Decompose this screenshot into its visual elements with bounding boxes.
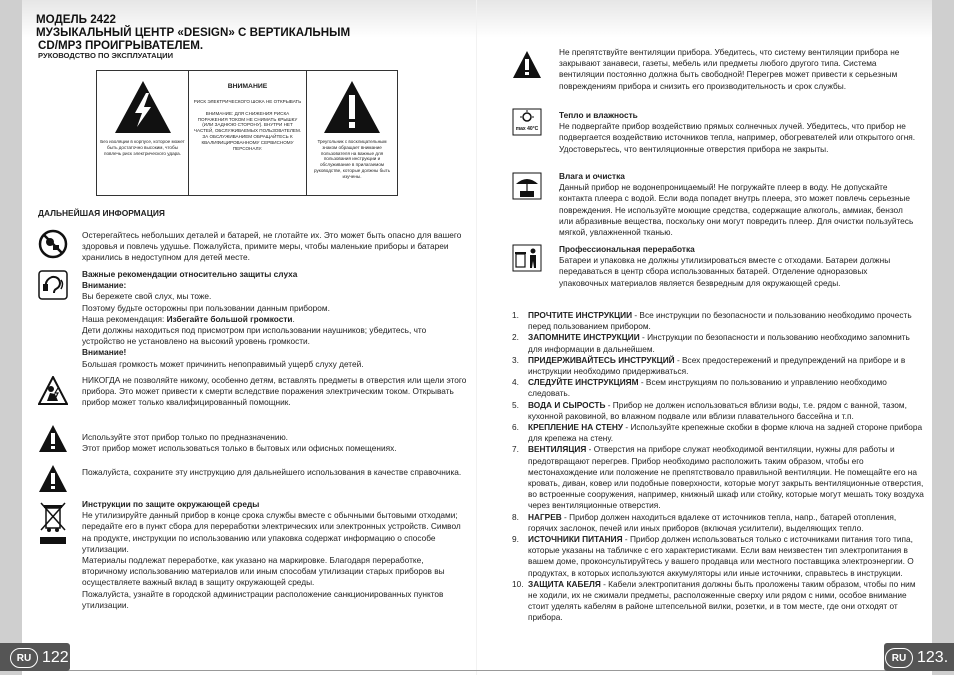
purpose-p1: Используйте этот прибор только по предназначению. [82,432,288,442]
list-item-text: - Всех предостережений и предупреждений на приборе и в инструкции необходимо придерживаться. [528,354,906,377]
list-item-title: ВОДА И СЫРОСТЬ [528,399,606,410]
list-item [512,355,924,377]
env-title: Инструкции по защите окружающей среды [82,499,260,509]
left-page-num: 122. [42,649,74,666]
list-item [512,444,924,511]
list-item [512,512,924,534]
list-item-text: - Все инструкции по безопасности и пользованию необходимо прочесть перед пользованием прибором. [528,310,912,332]
small-parts-text: Остерегайтесь небольших деталей и батарей, не глотайте их. Это может быть опасно для вашего здоровья и повлечь удушье. Пожалуйста, примите меры, чтобы маленькие приборы и батареи хранились в недоступном для детей месте. [82,230,462,263]
recycling-icon [512,244,542,272]
title-line-3: CD/MP3 ПРОИГРЫВАТЕЛЕМ. [38,39,204,52]
purpose-block [82,432,467,454]
list-item-text: - Кабели электропитания должны быть проложены таким образом, чтобы по ним не ходили, их не сжимали предметы, расположенные сверху или рядом с ними, особое внимание стоит уделять кабелям в районе штепсельной вилки, розетки, и в том месте, где они отходят от прибора. [528,578,916,623]
list-item-text: - Прибор не должен использоваться вблизи воды, т.е. рядом с ванной, тазом, кухонной раковиной, во влажном подвале или вблизи плавательного бассейна и т.п. [528,399,907,421]
hearing-warning-1: Внимание: [82,280,127,291]
lightning-triangle-icon [113,79,173,135]
keep-manual-text: Пожалуйста, сохраните эту инструкцию для дальнейшего использования в качестве справочника. [82,467,462,477]
list-item [512,534,924,579]
list-number: 1. [512,310,519,320]
no-small-parts-icon [38,229,68,259]
left-page-number [10,645,73,671]
title-line-1: МОДЕЛЬ 2422 [36,13,116,26]
list-item-title: СЛЕДУЙТЕ ИНСТРУКЦИЯМ [528,377,639,388]
right-gray-margin [932,0,954,675]
hearing-protection-icon [38,270,68,300]
list-item-title: ПРИДЕРЖИВАЙТЕСЬ ИНСТРУКЦИЙ [528,354,675,365]
page-spine [476,0,477,675]
list-item-text: - Прибор должен использоваться только с источниками питания того типа, которые указаны на табличке с его характеристиками. Если вам неизвестен тип электропитания в вашем доме, проконсультируйтесь у вашего продавца или местного поставщика электроэнергии. О продуктах, в которых используются аккумуляторы или иные источники, справьтесь в инструкции. [528,534,914,578]
list-item [512,377,924,399]
manual-subtitle: РУКОВОДСТВО ПО ЭКСПЛУАТАЦИИ [38,51,174,60]
warning-box [96,70,398,196]
hearing-p4: Дети должны находиться под присмотром при использовании наушников; убедитесь, что устройство не установлено на высокий уровень громкости. [82,325,427,347]
list-number: 3. [512,354,519,365]
heat-icon-label: max 40°C [515,126,539,132]
environment-block [82,499,467,611]
moisture-block [559,171,919,238]
list-number: 9. [512,534,519,545]
warning-col-center [189,71,307,195]
hearing-block [82,269,462,370]
list-number: 6. [512,422,519,433]
max-temperature-icon [512,108,542,136]
env-p3: Пожалуйста, узнайте в городской администрации расположение санкционированных пунктов утилизации. [82,588,444,610]
exclamation-triangle-icon [322,79,382,135]
list-item [512,310,924,332]
right-page-number [885,645,948,671]
ventilation-text: Не препятствуйте вентиляции прибора. Убедитесь, что систему вентиляции прибора не закрывают занавеси, газеты, мебель или предметы любого другого типа. Система вентиляции постоянно должна быть свободной! Перегрев может привести к серьезным повреждениям прибора и снизить его производительность и срок службы. [559,47,900,91]
env-p2: Материалы подлежат переработке, как указано на маркировке. Благодаря переработке, вторичному использованию материалов или иным способам утилизации старых приборов вы осуществляете важный вклад в защиту окружающей среды. [82,555,445,588]
warning-center-line1: РИСК ЭЛЕКТРИЧЕСКОГО ШОКА НЕ ОТКРЫВАТЬ [193,99,302,104]
list-item [512,579,924,624]
list-item-text: - Инструкции по безопасности и пользованию необходимо запомнить для информации в дальнейшем. [528,332,910,354]
title-line-2: МУЗЫКАЛЬНЫЙ ЦЕНТР «DESIGN» С ВЕРТИКАЛЬНЫМ [36,26,351,39]
list-item [512,332,924,354]
recycle-title: Профессиональная переработка [559,244,695,254]
list-item-text: - Прибор должен находиться вдалеке от источников тепла, напр., батарей отопления, горячих заслонок, печей или иных приборов (включая усилители), выделяющих тепло. [528,511,897,533]
hearing-p5: Большая громкость может причинить непоправимый ущерб слуху детей. [82,358,364,369]
hearing-warning-2: Внимание! [82,347,127,358]
hearing-p1: Вы бережете свой слух, мы тоже. [82,291,212,302]
right-page-num: 123. [917,649,949,666]
list-item-title: НАГРЕВ [528,511,562,522]
list-item-title: ИСТОЧНИКИ ПИТАНИЯ [528,534,623,545]
warning-right-text: Треугольник с восклицательным знаком обращает внимание пользователя на важные для пользования инструкции и обслуживание в прилагаемом руководстве, которые должны быть изучены. [313,139,391,179]
purpose-p2: Этот прибор может использоваться только в бытовых или офисных помещениях. [82,443,397,454]
warning-triangle-icon-2 [38,464,68,494]
heat-block [559,110,919,155]
bottom-rule [22,670,932,671]
warning-center-text [192,99,303,151]
warning-center-line2: ВНИМАНИЕ: ДЛЯ СНИЖЕНИЯ РИСКА ПОРАЖЕНИЯ ТОКОМ НЕ СНИМАТЬ КРЫШКУ (ИЛИ ЗАДНЮЮ СТОРОНУ). ВНУТРИ НЕТ ЧАСТЕЙ, ОБСЛУЖИВАЕМЫХ ПОЛЬЗОВАТЕЛЕМ. ЗА ОБСЛУЖИВАНИЕМ ОБРАЩАЙТЕСЬ К КВАЛИФИЦИРОВАННОМУ СЕРВИСНОМУ ПЕРСОНАЛУ. [193,110,302,151]
list-item [512,400,924,422]
env-p1: Не утилизируйте данный прибор в конце срока службы вместе с обычными бытовыми отходами; передайте его в пункт сбора для переработки электрических или электронных устройств. Символ на продукте, инструкции по использованию или упаковка содержат информацию о способе утилизации. [82,510,461,554]
wet-title: Влага и очистка [559,171,625,181]
numbered-safety-list [512,310,924,624]
heat-title: Тепло и влажность [559,110,638,120]
hearing-title: Важные рекомендации относительно защиты слуха [82,269,298,279]
children-warning-text: НИКОГДА не позволяйте никому, особенно детям, вставлять предметы в отверстия или щели этого прибора. Это может привести к смерти вследствие поражения электрическим током. Открывать прибор может только квалифицированный помощник. [82,375,467,408]
wet-text: Данный прибор не водонепроницаемый! Не погружайте плеер в воду. Не допускайте контакта плеера с водой. Если вода попадет внутрь плеера, это может повлечь серьезные повреждения. Не используйте моющие средства, содержащие алкоголь, аммиак, бензол или абразивные вещества, поскольку они могут повредить плеер. Для очистки пользуйтесь мягкой, увлажненной тканью. [559,182,914,238]
left-gray-margin [0,0,22,675]
language-badge: RU [10,648,38,668]
document-title [36,13,350,52]
section-title-further-info: ДАЛЬНЕЙШАЯ ИНФОРМАЦИЯ [38,208,165,218]
list-item-title: ЗАЩИТА КАБЕЛЯ [528,578,601,589]
warning-triangle-icon [38,424,68,454]
right-page [478,0,932,670]
warning-col-exclaim [307,71,397,195]
hearing-p3c: . [292,313,295,324]
list-number: 10. [512,578,524,589]
warning-left-text: Без изоляции в корпусе, которое может быть достаточно высоким, чтобы повлечь риск электрического удара. [100,139,185,156]
list-item-text: - Всем инструкциям по пользованию и управлению необходимо следовать. [528,377,887,399]
hearing-p3a: Наша рекомендация: [82,313,167,324]
warning-col-shock [97,71,189,195]
moisture-icon [512,172,542,200]
electric-shock-child-icon [38,376,68,406]
list-item [512,422,924,444]
left-page [22,0,476,670]
list-number: 5. [512,399,519,410]
recycle-text: Батареи и упаковка не должны утилизироваться вместе с отходами. Батареи должны передаваться в центр сбора использованных батарей. Отделение одноразовых упаковочных материалов является безвредным для окружающей среды. [559,255,891,288]
crossed-bin-icon [38,500,68,546]
list-item-title: ВЕНТИЛЯЦИЯ [528,444,587,455]
list-item-title: КРЕПЛЕНИЕ НА СТЕНУ [528,422,624,433]
list-item-text: - Отверстия на приборе служат необходимой вентиляции, нужны для работы и предотвращают перегрев. Прибор необходимо расположить таким образом, чтобы его местонахождение или положение не препятствовало правильной вентиляции. Не помещайте его на кровать, диван, ковер или подобные поверхности, которые могут закрыть вентиляционные отверстия, во встроенные сооружения, например, книжный шкаф или стойку, которые могут мешать току воздуха через вентиляционные отверстия. [528,444,924,511]
language-badge-right: RU [885,648,913,668]
warning-heading: ВНИМАНИЕ [227,83,268,90]
list-number: 4. [512,377,519,388]
hearing-p2: Поэтому будьте осторожны при пользовании данным прибором. [82,302,330,313]
list-number: 8. [512,511,519,522]
list-item-title: ЗАПОМНИТЕ ИНСТРУКЦИИ [528,332,640,343]
list-item-text: - Используйте крепежные скобки в форме ключа на задней стороне прибора для крепежа на стену. [528,422,923,444]
heat-text: Не подвергайте прибор воздействию прямых солнечных лучей. Убедитесь, что прибор не подвергается воздействию источников тепла, например, обогревателей или открытого огня. Удостоверьтесь, что вентиляционные отверстия прибора не закрыты. [559,121,916,154]
list-item-title: ПРОЧТИТЕ ИНСТРУКЦИИ [528,310,633,320]
list-number: 7. [512,444,519,455]
recycling-block [559,244,919,289]
list-number: 2. [512,332,519,343]
hearing-p3b: Избегайте большой громкости [166,313,293,324]
ventilation-warning-icon [512,50,542,80]
